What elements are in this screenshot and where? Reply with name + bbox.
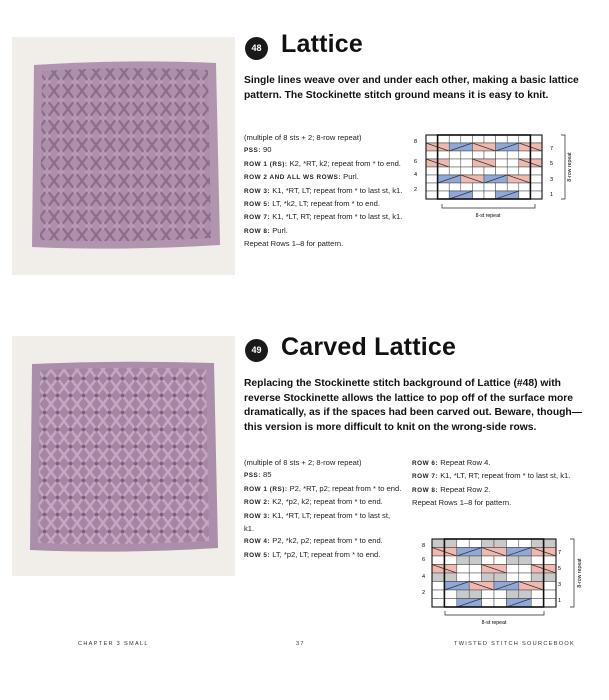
chart-cell [444, 539, 456, 548]
chart-cell [432, 599, 444, 608]
chart-cell [531, 556, 543, 565]
pattern-instructions-right [412, 457, 580, 510]
row-label: 5 [558, 566, 562, 572]
chart-cell [482, 573, 494, 582]
row-label: 7 [558, 550, 562, 556]
instruction-line [244, 211, 404, 224]
instruction-row-label: ROW 3: [244, 512, 271, 520]
row-label: 4 [414, 172, 418, 178]
chart-cell [530, 175, 542, 183]
instruction-line [244, 158, 404, 171]
chart-cell [472, 183, 484, 191]
chart-cell [457, 590, 469, 599]
chart-cell [472, 191, 484, 199]
instruction-row-label: PSS: [244, 147, 261, 155]
chart-cell [482, 556, 494, 565]
chart-cell [426, 175, 438, 183]
instruction-text: K2, *RT, k2; repeat from * to end. [287, 158, 401, 168]
chart-cell [457, 565, 469, 574]
instruction-line [244, 469, 402, 482]
chart-cell [444, 590, 456, 599]
chart-cell [531, 539, 543, 548]
row-label: 5 [550, 161, 554, 167]
chart-cell [438, 151, 450, 159]
row-label: 4 [422, 574, 426, 580]
chart-cell [432, 590, 444, 599]
instruction-line [244, 496, 402, 509]
chart-cell [519, 573, 531, 582]
pattern-number-badge: 48 [245, 37, 268, 60]
instruction-row-label: ROW 4: [244, 538, 271, 546]
chart-cell [469, 565, 481, 574]
instruction-text: (multiple of 8 sts + 2; 8-row repeat) [244, 458, 362, 467]
instruction-text: P2, *k2, p2; repeat from * to end. [270, 536, 383, 546]
chart-cell [469, 573, 481, 582]
instruction-line [244, 457, 402, 469]
chart-cell [461, 159, 473, 167]
pattern-number-badge: 49 [245, 339, 268, 362]
chart-cell [494, 539, 506, 548]
chart-cell [461, 167, 473, 175]
instruction-text: LT, *p2, LT; repeat from * to end. [270, 549, 381, 559]
instruction-text: 90 [260, 145, 272, 155]
chart-cell [507, 167, 519, 175]
pattern-intro: Single lines weave over and under each other, making a basic lattice pattern. The Stockinette stitch ground means it is easy to knit. [244, 75, 579, 101]
footer-chapter: CHAPTER 3 SMALL [78, 641, 149, 647]
chart-cell [438, 183, 450, 191]
chart-cell [484, 183, 496, 191]
chart-cell [484, 151, 496, 159]
instruction-line [244, 132, 404, 144]
chart-cell [506, 539, 518, 548]
chart-cell [449, 183, 461, 191]
chart-cell [469, 539, 481, 548]
chart-cell [472, 167, 484, 175]
repeat-label: 8-st repeat [481, 620, 507, 626]
chart-cell [519, 590, 531, 599]
chart-cell [544, 599, 556, 608]
chart-cell [482, 599, 494, 608]
instruction-text: Repeat Row 4. [438, 458, 491, 467]
chart-cell [457, 556, 469, 565]
chart-cell [438, 191, 450, 199]
row-repeat-label: 8-row repeat [567, 152, 573, 182]
chart-cell [484, 167, 496, 175]
row-label: 3 [550, 177, 554, 183]
lattice-swatch-photo [12, 37, 235, 275]
instruction-line [244, 185, 404, 198]
carved-lattice-chart [410, 536, 590, 631]
instruction-line [244, 225, 404, 238]
row-label: 3 [558, 582, 562, 588]
chart-cell [482, 539, 494, 548]
row-label: 2 [414, 187, 418, 193]
chart-cell [544, 582, 556, 591]
chart-cell [519, 167, 531, 175]
instruction-row-label: ROW 2 AND ALL WS ROWS: [244, 174, 342, 182]
chart-cell [482, 590, 494, 599]
carved-lattice-swatch-photo [12, 336, 235, 576]
chart-cell [426, 183, 438, 191]
chart-cell [530, 151, 542, 159]
instruction-text: K1, *LT, RT; repeat from * to last st, k1. [270, 212, 403, 222]
row-repeat-label: 8-row repeat [577, 558, 583, 588]
row-label: 6 [422, 557, 426, 563]
chart-cell [544, 573, 556, 582]
chart-cell [496, 151, 508, 159]
chart-cell [507, 183, 519, 191]
instruction-row-label: ROW 7: [244, 214, 271, 222]
chart-cell [496, 167, 508, 175]
chart-cell [449, 159, 461, 167]
instruction-row-label: ROW 5: [244, 201, 271, 209]
chart-cell [507, 159, 519, 167]
chart-cell [544, 590, 556, 599]
chart-cell [531, 573, 543, 582]
chart-cell [507, 151, 519, 159]
instruction-line [244, 483, 402, 496]
pattern-title: Lattice [281, 30, 363, 58]
instruction-row-label: ROW 5: [244, 551, 271, 559]
instruction-row-label: PSS: [244, 472, 261, 480]
chart-cell [519, 135, 531, 143]
chart-cell [519, 556, 531, 565]
instruction-text: Repeat Rows 1–8 for pattern. [412, 498, 512, 508]
chart-cell [494, 556, 506, 565]
chart-cell [469, 590, 481, 599]
row-label: 1 [558, 598, 562, 604]
instruction-text: Repeat Row 2. [438, 484, 491, 494]
instruction-line [412, 457, 580, 470]
instruction-row-label: ROW 7: [412, 473, 439, 481]
chart-cell [519, 565, 531, 574]
lattice-chart [410, 132, 580, 227]
row-label: 1 [550, 192, 554, 198]
chart-cell [519, 151, 531, 159]
instruction-row-label: ROW 2: [244, 499, 271, 507]
chart-cell [530, 191, 542, 199]
instruction-text: Repeat Rows 1–8 for pattern. [244, 239, 344, 249]
instruction-row-label: ROW 8: [244, 227, 271, 235]
chart-cell [461, 135, 473, 143]
pattern-instructions-left [244, 457, 402, 562]
chart-cell [530, 135, 542, 143]
instruction-text: Purl. [270, 225, 288, 235]
pattern-instructions [244, 132, 404, 251]
instruction-text: K1, *RT, LT; repeat from * to last st, k1. [244, 510, 391, 534]
chart-cell [444, 573, 456, 582]
instruction-text: K2, *p2, k2; repeat from * to end. [270, 497, 383, 507]
instruction-row-label: ROW 1 (RS): [244, 160, 288, 168]
instruction-text: LT, *k2, LT; repeat from * to end. [270, 199, 380, 209]
row-label: 2 [422, 590, 426, 596]
chart-cell [494, 590, 506, 599]
instruction-line [412, 470, 580, 483]
chart-cell [444, 599, 456, 608]
chart-cell [506, 565, 518, 574]
chart-cell [496, 159, 508, 167]
instruction-row-label: ROW 1 (RS): [244, 485, 288, 493]
chart-cell [461, 183, 473, 191]
chart-cell [444, 556, 456, 565]
instruction-row-label: ROW 3: [244, 187, 271, 195]
chart-cell [432, 556, 444, 565]
instruction-line [412, 497, 580, 509]
footer-page-number: 37 [296, 641, 305, 647]
chart-cell [438, 135, 450, 143]
chart-cell [426, 167, 438, 175]
pattern-title: Carved Lattice [281, 333, 457, 361]
chart-cell [494, 573, 506, 582]
instruction-line [244, 535, 402, 548]
chart-cell [484, 191, 496, 199]
chart-cell [496, 183, 508, 191]
chart-cell [519, 539, 531, 548]
chart-cell [472, 151, 484, 159]
chart-cell [461, 151, 473, 159]
chart-cell [544, 539, 556, 548]
instruction-row-label: ROW 6: [412, 460, 439, 467]
instruction-text: 85 [260, 470, 272, 480]
chart-cell [432, 539, 444, 548]
chart-cell [469, 556, 481, 565]
chart-cell [506, 573, 518, 582]
chart-cell [506, 590, 518, 599]
chart-cell [507, 135, 519, 143]
repeat-label: 8-st repeat [475, 213, 501, 219]
chart-cell [531, 599, 543, 608]
chart-cell [496, 135, 508, 143]
chart-cell [531, 590, 543, 599]
row-label: 6 [414, 159, 418, 165]
instruction-line [244, 238, 404, 250]
instruction-line [412, 484, 580, 497]
chart-cell [506, 556, 518, 565]
chart-cell [449, 151, 461, 159]
instruction-line [244, 549, 402, 562]
instruction-text: K1, *LT, RT; repeat from * to last st, k1. [438, 471, 571, 481]
row-label: 8 [414, 139, 418, 145]
pattern-intro: Replacing the Stockinette stitch background of Lattice (#48) with reverse Stockinette allows the lattice to pop off of the surface more dramatically, as if the spaces had been carved out. Beware, though—this version is more difficult to knit on the wrong-side rows. [244, 378, 582, 433]
row-label: 8 [422, 543, 426, 549]
instruction-line [244, 510, 402, 536]
chart-cell [449, 167, 461, 175]
instruction-line [244, 144, 404, 157]
chart-cell [519, 191, 531, 199]
row-label: 7 [550, 146, 554, 152]
chart-cell [494, 599, 506, 608]
chart-cell [449, 135, 461, 143]
chart-cell [426, 135, 438, 143]
chart-cell [530, 167, 542, 175]
chart-cell [472, 135, 484, 143]
chart-cell [457, 573, 469, 582]
chart-cell [438, 167, 450, 175]
chart-cell [432, 573, 444, 582]
chart-cell [432, 582, 444, 591]
chart-cell [426, 151, 438, 159]
chart-cell [530, 183, 542, 191]
instruction-text: (multiple of 8 sts + 2; 8-row repeat) [244, 133, 362, 142]
instruction-line [244, 198, 404, 211]
chart-cell [457, 539, 469, 548]
footer-book-title: TWISTED STITCH SOURCEBOOK [454, 641, 576, 647]
instruction-row-label: ROW 8: [412, 486, 439, 494]
instruction-line [244, 171, 404, 184]
chart-cell [519, 183, 531, 191]
instruction-text: K1, *RT, LT; repeat from * to last st, k1. [270, 185, 403, 195]
chart-cell [484, 135, 496, 143]
chart-cell [426, 191, 438, 199]
chart-cell [544, 556, 556, 565]
instruction-text: Purl. [341, 172, 359, 182]
instruction-text: P2, *RT, p2; repeat from * to end. [287, 483, 402, 493]
